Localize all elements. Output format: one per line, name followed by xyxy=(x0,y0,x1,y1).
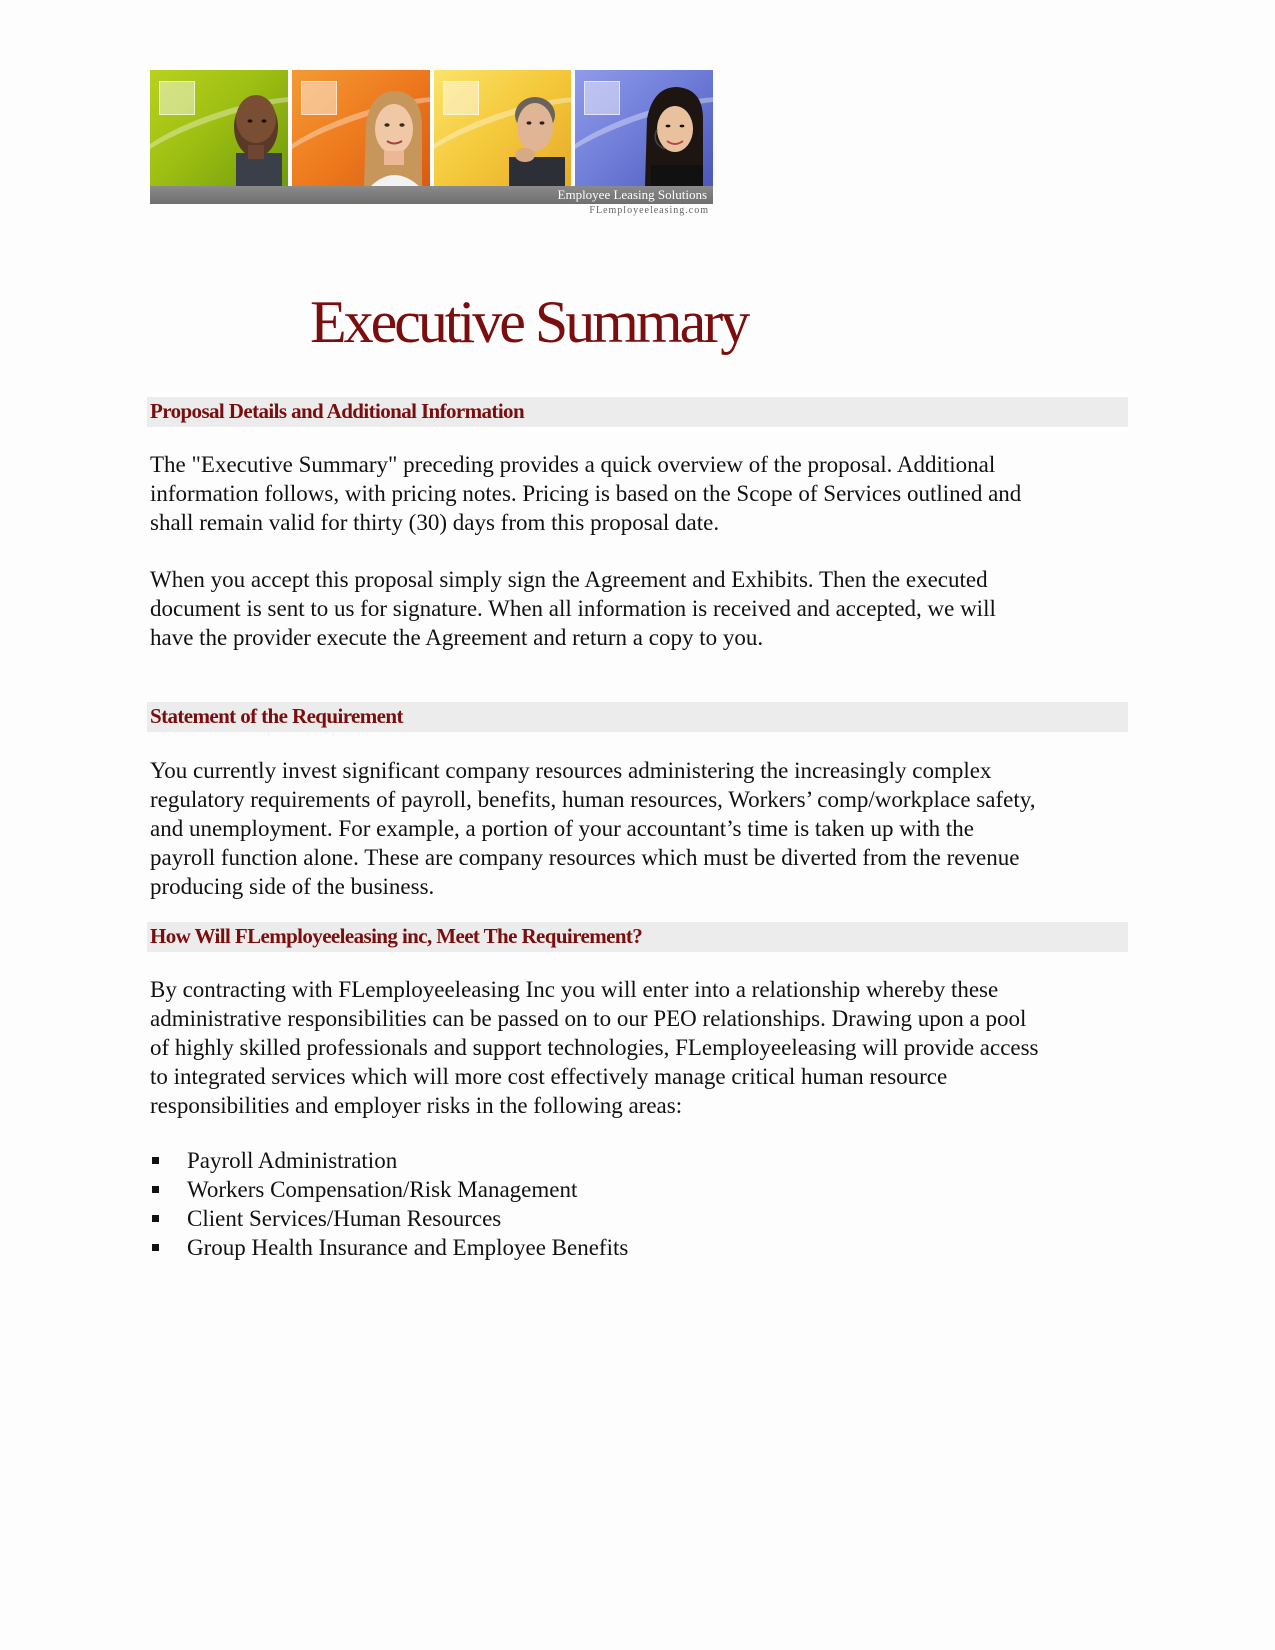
man-portrait-icon xyxy=(212,83,282,187)
section-header-proposal-details xyxy=(147,397,1128,427)
paragraph-requirement xyxy=(150,756,1130,901)
photo-panel-man-2 xyxy=(434,70,572,187)
paragraph-line: You currently invest significant company resources administering the increasingly complex xyxy=(150,758,992,783)
photo-panel-woman-1 xyxy=(292,70,430,187)
banner-photos xyxy=(150,70,713,187)
paragraph-line: to integrated services which will more cost effectively manage critical human resource xyxy=(150,1064,948,1089)
banner-bar xyxy=(150,186,713,204)
section-heading: Proposal Details and Additional Information xyxy=(150,399,525,423)
paragraph-line: shall remain valid for thirty (30) days from this proposal date. xyxy=(150,510,720,535)
section-header-statement-requirement xyxy=(147,702,1128,732)
page-title: Executive Summary xyxy=(310,289,748,355)
woman-portrait-icon xyxy=(354,83,424,187)
paragraph-proposal-overview xyxy=(150,450,1130,537)
paragraph-line: and unemployment. For example, a portion of your accountant’s time is taken up with the xyxy=(150,816,974,841)
paragraph-contracting xyxy=(150,975,1130,1120)
list-item-label: Workers Compensation/Risk Management xyxy=(187,1177,578,1202)
paragraph-line: information follows, with pricing notes. Pricing is based on the Scope of Services outlined and xyxy=(150,481,1022,506)
section-header-meet-requirement xyxy=(147,922,1128,952)
banner-url: FLemployeeleasing.com xyxy=(589,205,709,216)
list-item-label: Group Health Insurance and Employee Benefits xyxy=(187,1235,629,1260)
paragraph-line: responsibilities and employer risks in the following areas: xyxy=(150,1093,683,1118)
paragraph-line: The "Executive Summary" preceding provides a quick overview of the proposal. Additional xyxy=(150,452,996,477)
paragraph-line: When you accept this proposal simply sign the Agreement and Exhibits. Then the executed xyxy=(150,567,988,592)
woman-portrait-icon xyxy=(637,83,707,187)
paragraph-line: By contracting with FLemployeeleasing Inc you will enter into a relationship whereby these xyxy=(150,977,999,1002)
paragraph-line: document is sent to us for signature. When all information is received and accepted, we will xyxy=(150,596,996,621)
paragraph-line: have the provider execute the Agreement and return a copy to you. xyxy=(150,625,764,650)
list-item-label: Client Services/Human Resources xyxy=(187,1206,502,1231)
paragraph-line: administrative responsibilities can be passed on to our PEO relationships. Drawing upon a pool xyxy=(150,1006,1027,1031)
square-bullet-icon xyxy=(152,1244,159,1251)
paragraph-line: producing side of the business. xyxy=(150,874,435,899)
man-portrait-icon xyxy=(495,83,565,187)
paragraph-line: regulatory requirements of payroll, benefits, human resources, Workers’ comp/workplace safety, xyxy=(150,787,1036,812)
square-bullet-icon xyxy=(152,1157,159,1164)
list-item-label: Payroll Administration xyxy=(187,1148,398,1173)
square-bullet-icon xyxy=(152,1215,159,1222)
paragraph-line: of highly skilled professionals and support technologies, FLemployeeleasing will provide access xyxy=(150,1035,1039,1060)
banner-title: Employee Leasing Solutions xyxy=(557,187,707,202)
photo-panel-man-1 xyxy=(150,70,288,187)
photo-panel-woman-2 xyxy=(575,70,713,187)
square-bullet-icon xyxy=(152,1186,159,1193)
section-heading: How Will FLemployeeleasing inc, Meet The Requirement? xyxy=(150,924,643,948)
banner-logo xyxy=(150,70,713,220)
paragraph-line: payroll function alone. These are company resources which must be diverted from the revenue xyxy=(150,845,1020,870)
section-heading: Statement of the Requirement xyxy=(150,704,403,728)
paragraph-accept-proposal xyxy=(150,565,1130,652)
